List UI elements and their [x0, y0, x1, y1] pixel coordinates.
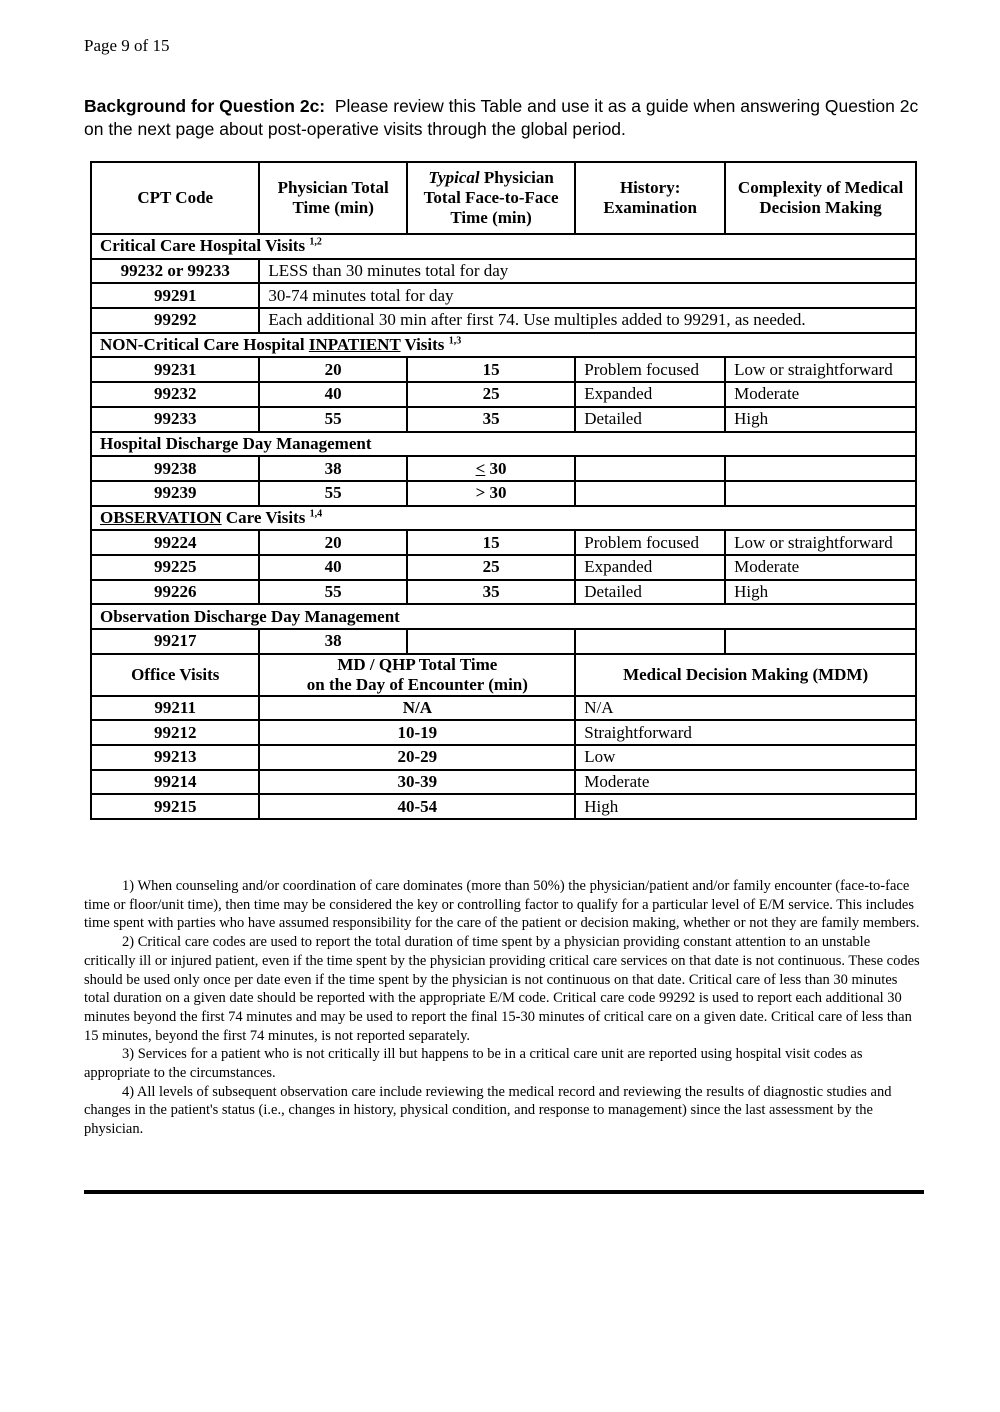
table-row: [91, 481, 916, 506]
table-header-row: [91, 162, 916, 234]
face-value: 30: [485, 483, 507, 503]
cpt-code: 99215: [91, 794, 259, 819]
cpt-code: 99226: [91, 580, 259, 605]
mdm-level: High: [575, 794, 916, 819]
complexity: Moderate: [725, 382, 916, 407]
footnote-3: 3) Services for a patient who is not critically ill but happens to be in a critical care unit are reported using hospital visit codes as appropriate to the circumstances.: [84, 1046, 863, 1082]
cpt-code: 99238: [91, 456, 259, 481]
section-noncritical-inpatient: [91, 333, 916, 358]
complexity: Moderate: [725, 555, 916, 580]
header-physician-total: Physician Total Time (min): [259, 162, 407, 234]
footnote-ref: 1,4: [309, 508, 323, 520]
cpt-code: 99212: [91, 720, 259, 745]
cpt-code: 99291: [91, 283, 259, 308]
table-row: [91, 629, 916, 654]
cpt-code: 99232 or 99233: [91, 259, 259, 284]
header-typical-word: Typical: [428, 168, 480, 187]
history-exam: [575, 456, 725, 481]
face-to-face-time: 35: [407, 407, 575, 432]
history-exam: Expanded: [575, 555, 725, 580]
table-row: [91, 456, 916, 481]
total-time: 30-39: [259, 770, 575, 795]
footnotes: [84, 877, 924, 1139]
cpt-code: 99233: [91, 407, 259, 432]
table-row: [91, 770, 916, 795]
table-row: [91, 580, 916, 605]
row-description: LESS than 30 minutes total for day: [259, 259, 916, 284]
cpt-code: 99217: [91, 629, 259, 654]
header-total-time-line1: MD / QHP Total Time: [337, 654, 498, 674]
table-row: [91, 407, 916, 432]
history-exam: Problem focused: [575, 357, 725, 382]
physician-total-time: 55: [259, 407, 407, 432]
physician-total-time: 40: [259, 382, 407, 407]
cpt-code: 99232: [91, 382, 259, 407]
section-hospital-discharge: [91, 432, 916, 457]
row-description: 30-74 minutes total for day: [259, 283, 916, 308]
face-to-face-time: 25: [407, 555, 575, 580]
cpt-code: 99231: [91, 357, 259, 382]
history-exam: Detailed: [575, 580, 725, 605]
history-exam: [575, 481, 725, 506]
section-critical-care: [91, 234, 916, 259]
physician-total-time: 40: [259, 555, 407, 580]
cpt-code: 99213: [91, 745, 259, 770]
header-mdm: Medical Decision Making (MDM): [575, 654, 916, 696]
complexity: [725, 456, 916, 481]
header-office-visits: Office Visits: [91, 654, 259, 696]
face-to-face-time: [407, 481, 575, 506]
table-row: [91, 283, 916, 308]
mdm-level: N/A: [575, 696, 916, 721]
complexity: Low or straightforward: [725, 530, 916, 555]
physician-total-time: 55: [259, 580, 407, 605]
mdm-level: Low: [575, 745, 916, 770]
table-row: [91, 696, 916, 721]
total-time: N/A: [259, 696, 575, 721]
face-value: 30: [485, 458, 507, 478]
page-number: Page 9 of 15: [84, 36, 170, 55]
intro-label: Background for Question 2c:: [84, 96, 326, 116]
cpt-code: 99225: [91, 555, 259, 580]
complexity: High: [725, 580, 916, 605]
footnote-1: 1) When counseling and/or coordination of care dominates (more than 50%) the physician/patient and/or family encounter (face-to-face time or floor/unit time), then time may be considered the key or controlling factor to qualify for a particular level of E/M service. This includes time spent with parties who have assumed responsibility for the care of the patient or decision making, whether or not they are family members.: [84, 878, 920, 932]
complexity: [725, 629, 916, 654]
physician-total-time: 38: [259, 629, 407, 654]
section-title: Critical Care Hospital Visits: [100, 236, 306, 256]
face-to-face-time: [407, 456, 575, 481]
total-time: 20-29: [259, 745, 575, 770]
header-cpt-code: CPT Code: [91, 162, 259, 234]
section-title-post: Visits: [400, 335, 445, 355]
total-time: 40-54: [259, 794, 575, 819]
face-to-face-time: [407, 629, 575, 654]
table-row: [91, 308, 916, 333]
cpt-code: 99224: [91, 530, 259, 555]
cpt-reference-table: [90, 161, 917, 820]
table-row: [91, 555, 916, 580]
less-equal-symbol: <: [475, 458, 486, 478]
mdm-level: Moderate: [575, 770, 916, 795]
section-title: Hospital Discharge Day Management: [91, 432, 916, 457]
cpt-code: 99239: [91, 481, 259, 506]
history-exam: Problem focused: [575, 530, 725, 555]
table-row: [91, 530, 916, 555]
table-row: [91, 794, 916, 819]
footnote-4: 4) All levels of subsequent observation care include reviewing the medical record and reviewing the results of diagnostic studies and changes in the patient's status (i.e., changes in history, physical condition, and response to management) since the last assessment by the physician.: [84, 1083, 892, 1138]
complexity: High: [725, 407, 916, 432]
intro-text: Please review this Table and use it as a guide when answering Question 2c on the next page about post-operative visits through the global period.: [84, 96, 919, 139]
mdm-level: Straightforward: [575, 720, 916, 745]
table-row: [91, 357, 916, 382]
section-title-underlined: OBSERVATION: [100, 507, 222, 527]
face-to-face-time: 25: [407, 382, 575, 407]
header-total-time-line2: on the Day of Encounter (min): [306, 674, 528, 694]
table-row: [91, 745, 916, 770]
section-title-pre: NON-Critical Care Hospital: [100, 335, 309, 355]
footnote-ref: 1,2: [309, 236, 322, 248]
office-visits-header-row: [91, 654, 916, 696]
physician-total-time: 20: [259, 530, 407, 555]
section-title-underlined: INPATIENT: [308, 335, 401, 355]
history-exam: Detailed: [575, 407, 725, 432]
header-complexity: Complexity of Medical Decision Making: [725, 162, 916, 234]
physician-total-time: 55: [259, 481, 407, 506]
cpt-code: 99292: [91, 308, 259, 333]
history-exam: [575, 629, 725, 654]
header-total-time: [259, 654, 575, 696]
section-observation-discharge: [91, 604, 916, 629]
section-title: Observation Discharge Day Management: [91, 604, 916, 629]
footnote-2: 2) Critical care codes are used to report the total duration of time spent by a physician providing constant attention to an unstable critically ill or injured patient, even if the time spent by the physician providing critical care services on that date is not continuous. These codes should be used only once per date even if the time spent by the physician is not continuous on that date. Critical care of less than 30 minutes total duration on a given date should be reported with the appropriate E/M code. Critical care code 99292 is used to report each additional 30 minutes beyond the first 74 minutes and may be used to report the final 15-30 minutes of critical care on a given date. Critical care of less than 15 minutes, beyond the first 74 minutes, is not reported separately.: [84, 934, 920, 1044]
face-to-face-time: 35: [407, 580, 575, 605]
total-time: 10-19: [259, 720, 575, 745]
complexity: [725, 481, 916, 506]
bottom-rule: [84, 1190, 924, 1194]
intro-paragraph: [84, 95, 924, 141]
header-typical-rest: Physician Total Face-to-Face Time (min): [423, 168, 559, 227]
face-to-face-time: 15: [407, 357, 575, 382]
cpt-code: 99211: [91, 696, 259, 721]
physician-total-time: 38: [259, 456, 407, 481]
footnote-ref: 1,3: [448, 335, 462, 347]
section-title-post: Care Visits: [221, 507, 306, 527]
face-to-face-time: 15: [407, 530, 575, 555]
table-row: [91, 720, 916, 745]
greater-symbol: >: [475, 483, 486, 503]
section-observation-care: [91, 506, 916, 531]
history-exam: Expanded: [575, 382, 725, 407]
physician-total-time: 20: [259, 357, 407, 382]
table-row: [91, 259, 916, 284]
complexity: Low or straightforward: [725, 357, 916, 382]
cpt-code: 99214: [91, 770, 259, 795]
table-row: [91, 382, 916, 407]
row-description: Each additional 30 min after first 74. Use multiples added to 99291, as needed.: [259, 308, 916, 333]
header-typical-face-time: [407, 162, 575, 234]
header-history: History: Examination: [575, 162, 725, 234]
